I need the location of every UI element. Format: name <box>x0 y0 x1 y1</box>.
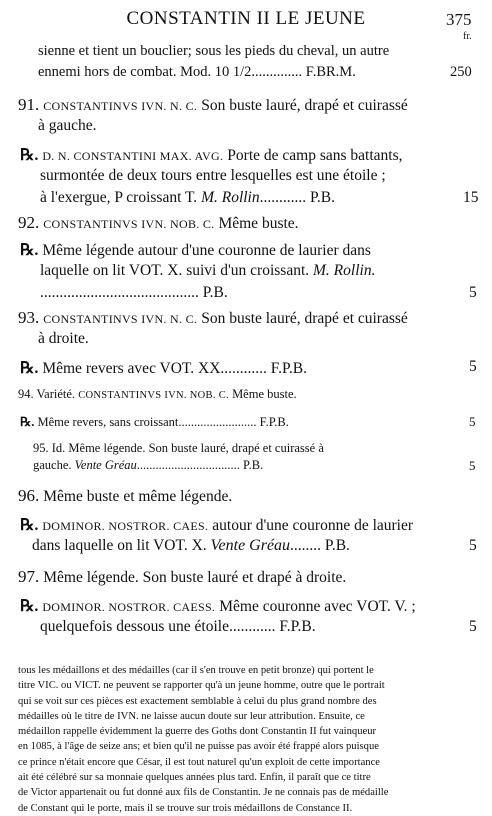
reverse-description: Même revers avec VOT. XX............ F.P.B. <box>42 360 308 377</box>
entry-93 <box>18 308 408 328</box>
reverse-legend: D. N. CONSTANTINI MAX. AVG. <box>42 149 224 163</box>
reverse-symbol: ℞. <box>20 360 39 377</box>
price-96: 5 <box>469 537 477 554</box>
reverse-description-2 <box>32 537 350 555</box>
reverse-description-2: quelquefois dessous une étoile............ F.P.B. <box>40 618 316 635</box>
reverse-description-2 <box>40 262 375 280</box>
obverse-legend: CONSTANTINVS IVN. NOB. C. <box>78 390 229 401</box>
variety-label: Variété. <box>36 387 76 401</box>
obverse-description: Son buste lauré, drapé et cuirassé <box>201 97 408 114</box>
entry-number: 92. <box>18 213 40 232</box>
obverse-legend: CONSTANTINVS IVN. N. C. <box>43 99 198 113</box>
source-name: Vente Gréau <box>74 458 137 472</box>
obverse-description: Même légende. Son buste lauré et drapé à droite. <box>43 569 347 586</box>
entry-number: 95. <box>33 441 49 455</box>
obverse-description: Son buste lauré, drapé et cuirassé <box>201 310 408 327</box>
reverse-91 <box>20 145 402 165</box>
reverse-symbol: ℞. <box>20 598 39 615</box>
entry-95-line-2 <box>33 458 263 473</box>
price-94: 5 <box>469 414 476 429</box>
entry-96 <box>18 486 232 506</box>
obverse-legend: CONSTANTINVS IVN. N. C. <box>43 312 198 326</box>
entry-91 <box>18 95 408 115</box>
grade-leader: ............ P.B. <box>259 189 335 206</box>
reverse-description: autour d'une couronne de laurier <box>212 517 414 534</box>
reverse-97 <box>20 596 416 616</box>
reverse-legend: DOMINOR. NOSTROR. CAESS. <box>42 600 216 614</box>
footnote-line: médaillon rappelle évidemment la guerre des Goths dont Constantin II fut vainqueur <box>18 726 377 738</box>
price-97: 5 <box>469 618 477 635</box>
reverse-description: Même légende autour d'une couronne de laurier dans <box>42 242 371 259</box>
footnote-line: médailles où le titre de IVN. ne laisse aucun doute sur leur attribution. Ensuite, ce <box>18 710 365 722</box>
description-cont: gauche. <box>33 458 72 472</box>
page-number: 375 <box>446 10 472 29</box>
grade-leader: ................................. P.B. <box>136 458 264 472</box>
reverse-text: dans laquelle on lit VOT. X. <box>32 537 207 554</box>
price-92: 5 <box>469 284 477 301</box>
obverse-description: Même buste. <box>232 387 297 401</box>
entry-94 <box>18 387 297 402</box>
footnote-line: tous les médaillons et des médailles (car il s'en trouve en petit bronze) qui portent le <box>18 665 374 676</box>
page-title: CONSTANTIN II LE JEUNE <box>126 8 366 29</box>
reverse-legend: DOMINOR. NOSTROR. CAES. <box>42 519 209 533</box>
reverse-description-2: surmontée de deux tours entre lesquelles est une étoile ; <box>40 167 386 184</box>
entry-number: 93. <box>18 308 40 327</box>
obverse-description-cont: à droite. <box>38 330 89 347</box>
entry-97 <box>18 567 346 587</box>
reverse-symbol: ℞. <box>20 147 39 164</box>
footnote-line: de Victor appartenait ou fut donné aux fils de Constantin. Je ne connais pas de médaille <box>18 787 389 799</box>
obverse-description-cont: à gauche. <box>38 117 97 134</box>
reverse-92 <box>20 240 371 260</box>
entry-number: 97. <box>18 567 40 586</box>
source-name: M. Rollin. <box>313 262 376 279</box>
entry-95 <box>33 441 324 456</box>
reverse-symbol: ℞. <box>20 242 39 259</box>
price-93: 5 <box>469 358 477 375</box>
obverse-description: Même buste. <box>218 215 299 232</box>
reverse-description: Même revers, sans croissant......................... F.P.B. <box>37 415 289 429</box>
footnote-block <box>18 663 480 816</box>
entry-number: 91. <box>18 95 40 114</box>
reverse-description: Même couronne avec VOT. V. ; <box>219 598 416 615</box>
reverse-description-3: ......................................... P.B. <box>40 284 228 301</box>
continuation-line-2: ennemi hors de combat. Mod. 10 1/2.............. F.BR.M. <box>38 64 356 80</box>
footnote-line: titre VIC. ou VICT. ne peuvent se rapporter qu'à un jeune homme, outre que le portrait <box>18 680 385 692</box>
price-91: 15 <box>463 189 479 206</box>
reverse-description: Porte de camp sans battants, <box>227 147 403 164</box>
reverse-symbol: ℞. <box>20 517 39 534</box>
obverse-description: Même buste et même légende. <box>43 488 233 505</box>
reverse-text: laquelle on lit VOT. X. suivi d'un croissant. <box>40 262 310 279</box>
description: Id. Même légende. Son buste lauré, drapé et cuirassé à <box>51 441 324 455</box>
reverse-symbol: ℞. <box>20 415 35 429</box>
entry-number: 94. <box>18 387 34 401</box>
reverse-description-3 <box>40 189 335 207</box>
source-name: Vente Gréau <box>210 537 291 554</box>
source-name: M. Rollin <box>201 189 260 206</box>
continuation-line-1: sienne et tient un bouclier; sous les pieds du cheval, un autre <box>38 43 390 59</box>
footnote-line: en 1085, à l'âge de seize ans; et bien qu'il ne puisse pas avoir été frappé alors puisque <box>18 741 379 753</box>
currency-label: fr. <box>463 31 472 42</box>
footnote-line: ce prince n'était encore que César, il est tout naturel qu'un exploit de cette importance <box>18 756 380 768</box>
grade-leader: ........ P.B. <box>290 537 350 554</box>
reverse-94 <box>20 414 289 430</box>
entry-92 <box>18 213 299 233</box>
footnote-line: qui se voit sur ces pièces est exactement semblable à celui du plus grand nombre des <box>18 695 377 707</box>
exergue-text: à l'exergue, P croissant T. <box>40 189 198 206</box>
reverse-93 <box>20 358 307 378</box>
reverse-96 <box>20 515 413 535</box>
entry-number: 96. <box>18 486 40 505</box>
obverse-legend: CONSTANTINVS IVN. NOB. C. <box>43 217 215 231</box>
footnote-line: ait été célébré sur sa monnaie quelques années plus tard. Enfin, il paraît que ce titre <box>18 772 371 784</box>
price-95: 5 <box>469 458 476 473</box>
footnote-line: de Constant qui le porte, mais il se trouve sur trois médaillons de Constance II. <box>18 802 353 814</box>
continuation-price: 250 <box>450 64 472 80</box>
